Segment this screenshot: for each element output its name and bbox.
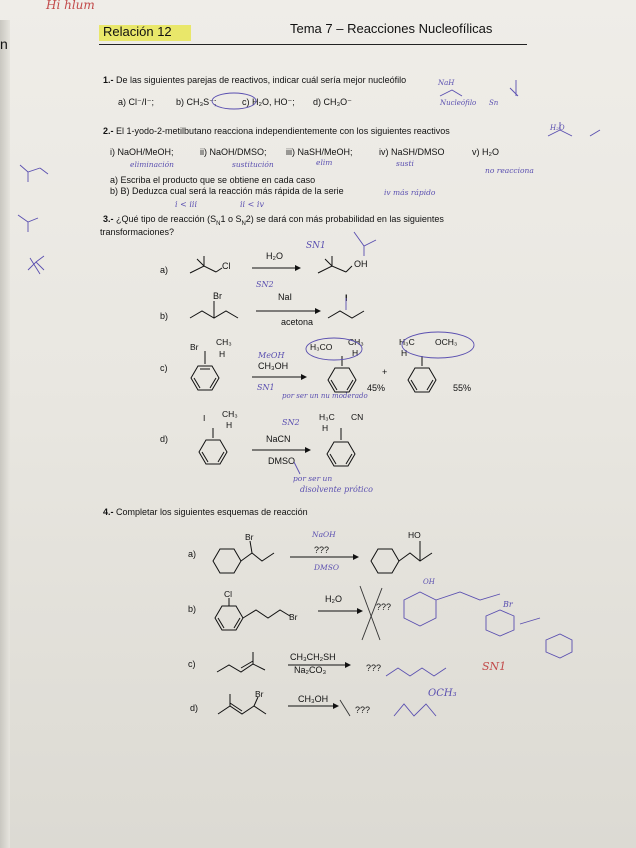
q3-sub-1: N	[216, 220, 221, 227]
q1-option-d: d) CH₃O⁻	[313, 97, 352, 107]
q3d-p-cn: CN	[351, 412, 364, 422]
margin-sketch-1	[20, 165, 48, 182]
q3c-product-1-structure	[328, 356, 356, 392]
q2-note-order-1: i < iii	[175, 200, 198, 209]
q4a-ho: HO	[408, 530, 421, 540]
q3c-pct-45: 45%	[367, 383, 386, 393]
q3a-reactant-structure	[190, 256, 222, 273]
q4c-pen-product	[386, 668, 446, 676]
q3c-p1-h: H	[352, 348, 359, 358]
q3b-label: b)	[160, 311, 169, 321]
q4b-cross-1	[360, 586, 380, 640]
q3c-h: H	[219, 349, 226, 359]
q4c-reagent-bottom: Na₂CO₃	[294, 665, 327, 675]
q3c-p1-och3: H₃CO	[310, 342, 333, 352]
q2-reagent-ii: ii) NaOH/DMSO;	[200, 147, 267, 157]
q4d-pen-product	[394, 704, 436, 716]
q3d-label: d)	[160, 434, 169, 444]
q4d-reagent: CH₃OH	[298, 694, 329, 704]
q4c-reagent-top: CH₃CH₂SH	[290, 652, 336, 662]
q4a-product-structure	[371, 541, 432, 573]
q2-note-elim: elim	[316, 158, 333, 167]
q3b-product-mark: I	[345, 293, 348, 303]
q4b-note-br: Br	[503, 600, 513, 609]
q2-reagent-iii: iii) NaSH/MeOH;	[286, 147, 353, 157]
q2-note-h2o: H₂O	[550, 124, 565, 132]
q2-text: El 1-yodo-2-metilbutano reacciona independientemente con los siguientes reactivos	[116, 126, 450, 136]
q4c-label: c)	[188, 659, 196, 669]
q4c-result: ???	[366, 663, 382, 673]
q2-sub-b: b) B) Deduzca cual será la reacción más rápida de la serie	[110, 186, 344, 196]
q3d-i: I	[203, 413, 206, 423]
q4a-reactant-structure	[213, 541, 274, 573]
q4-number: 4.-	[103, 507, 114, 517]
q4b-cl: Cl	[224, 589, 233, 599]
q2-number: 2.-	[103, 126, 114, 136]
q4a-reagent: ???	[314, 545, 330, 555]
q3c-reactant-structure	[191, 351, 219, 390]
q3c-note-meoh: MeOH	[258, 351, 285, 360]
q3b-reactant-structure	[190, 301, 238, 318]
q4c-reactant-structure	[217, 652, 265, 672]
q1-option-c: c) H₂O, HO⁻;	[242, 97, 295, 107]
q2-reagent-i: i) NaOH/MeOH;	[110, 147, 174, 157]
q3d-reactant-structure	[199, 428, 227, 464]
q4a-note-dmso: DMSO	[314, 563, 339, 572]
q3-sub-2: N	[241, 220, 246, 227]
q4b-br: Br	[289, 612, 298, 622]
q3d-note-2: por ser un	[293, 474, 333, 483]
q3b-reagent-bottom: acetona	[281, 317, 314, 327]
q3d-p-h: H	[322, 423, 329, 433]
q2-reagent-iv: iv) NaSH/DMSO	[379, 147, 445, 157]
q3a-oh: OH	[354, 259, 368, 269]
q3a-label: a)	[160, 265, 169, 275]
q2-note-fastest: iv más rápido	[384, 188, 436, 197]
q4d-note: OCH₃	[428, 688, 457, 699]
topic-title: Tema 7 – Reacciones Nucleofílicas	[290, 21, 493, 36]
q2-sub-a: a) Escriba el producto que se obtiene en cada caso	[110, 175, 316, 185]
q4d-cross	[340, 700, 350, 716]
q1-option-a: a) Cl⁻/I⁻;	[118, 97, 155, 107]
q1-note-nucleophile: Nucleófilo	[440, 99, 477, 107]
q2-note-order-2: ii < iv	[240, 200, 264, 209]
q3c-reagent: CH₃OH	[258, 361, 289, 371]
q3d-ch3: CH₃	[222, 409, 238, 419]
q3d-p-h3c: H₃C	[319, 412, 335, 422]
margin-sketch-3	[28, 256, 44, 274]
q3-text-cont: transformaciones?	[100, 227, 175, 237]
q3a-pen-sketch	[354, 232, 376, 256]
q3c-p2-h: H	[401, 348, 408, 358]
q2-sketch	[548, 122, 600, 136]
q4b-label: b)	[188, 604, 197, 614]
q3c-pct-55: 55%	[453, 383, 472, 393]
q2-note-substitution: sustitución	[232, 160, 274, 169]
q4d-br: Br	[255, 689, 264, 699]
q4d-result: ???	[355, 705, 371, 715]
q3c-note-reason: por ser un nu moderado	[282, 392, 368, 400]
q3c-plus: +	[382, 367, 388, 377]
q4a-note-naoh: NaOH	[312, 530, 336, 539]
q3c-ch3: CH₃	[216, 337, 232, 347]
q3d-h: H	[226, 420, 233, 430]
q3b-note: SN2	[256, 280, 274, 289]
page-title: Relación 12	[103, 24, 172, 39]
q1-circle	[212, 93, 256, 109]
q3d-note-3: disolvente prótico	[300, 485, 373, 494]
q3d-product-structure	[327, 428, 355, 466]
handwritten-name: Hi hlum	[46, 0, 95, 12]
q3-text-3: 2) se dará con más probabilidad en las siguientes	[245, 214, 444, 224]
q4a-br: Br	[245, 532, 254, 542]
q3c-label: c)	[160, 363, 168, 373]
q3d-reagent-top: NaCN	[266, 434, 291, 444]
q1-note-sn: Sn	[489, 99, 499, 107]
q1-option-b: b) CH₃S⁻;	[176, 97, 217, 107]
q4d-label: d)	[190, 703, 199, 713]
q1-sketch	[440, 80, 518, 96]
q2-note-susti: susti	[396, 159, 414, 168]
q3d-reagent-bottom: DMSO	[268, 456, 295, 466]
q3c-p1-ch3: CH₃	[348, 337, 364, 347]
q1-number: 1.-	[103, 75, 114, 85]
q3a-note: SN1	[306, 241, 326, 251]
q3b-product-structure	[328, 311, 364, 318]
q4b-pen-extra	[486, 610, 572, 658]
q4b-note-oh: OH	[423, 578, 435, 586]
q4b-reactant-structure	[215, 598, 290, 630]
q3-text-1: ¿Qué tipo de reacción (S	[116, 214, 217, 224]
q3c-p2-h3c: H₃C	[399, 337, 415, 347]
q3c-circle-2	[402, 332, 474, 358]
q3b-br: Br	[213, 291, 222, 301]
q3-text-2: 1 o S	[220, 214, 242, 224]
q4b-cross-2	[362, 588, 382, 640]
q2-note-elimination: eliminación	[130, 160, 174, 169]
q2-reagent-v: v) H₂O	[472, 147, 499, 157]
q3a-reagent: H₂O	[266, 251, 283, 261]
q2-note-no-reaction: no reacciona	[485, 166, 534, 175]
q4b-result: ???	[376, 602, 392, 612]
q3b-reagent-top: NaI	[278, 292, 293, 302]
q3a-cl: Cl	[222, 261, 231, 271]
q3-number: 3.-	[103, 214, 114, 224]
q3c-product-2-structure	[408, 356, 436, 392]
q3c-note-sn1: SN1	[257, 383, 275, 392]
q1-note-nah: NaH	[438, 79, 455, 87]
q3c-br: Br	[190, 342, 199, 352]
q3c-circle-1	[306, 338, 362, 360]
q3d-note-sn2: SN2	[282, 418, 300, 427]
q4a-label: a)	[188, 549, 197, 559]
q3c-p2-och3: OCH₃	[435, 337, 458, 347]
q4d-reactant-structure	[218, 694, 266, 714]
q4c-note: SN1	[482, 660, 507, 673]
q4b-reagent: H₂O	[325, 594, 342, 604]
side-tab: n	[0, 36, 8, 52]
q1-text: De las siguientes parejas de reactivos, indicar cuál sería mejor nucleófilo	[116, 75, 407, 85]
q3d-pen-arrow	[294, 462, 300, 474]
q4-text: Completar los siguientes esquemas de reacción	[116, 507, 308, 517]
margin-sketch-2	[18, 215, 38, 232]
q3a-product-structure	[318, 256, 352, 273]
